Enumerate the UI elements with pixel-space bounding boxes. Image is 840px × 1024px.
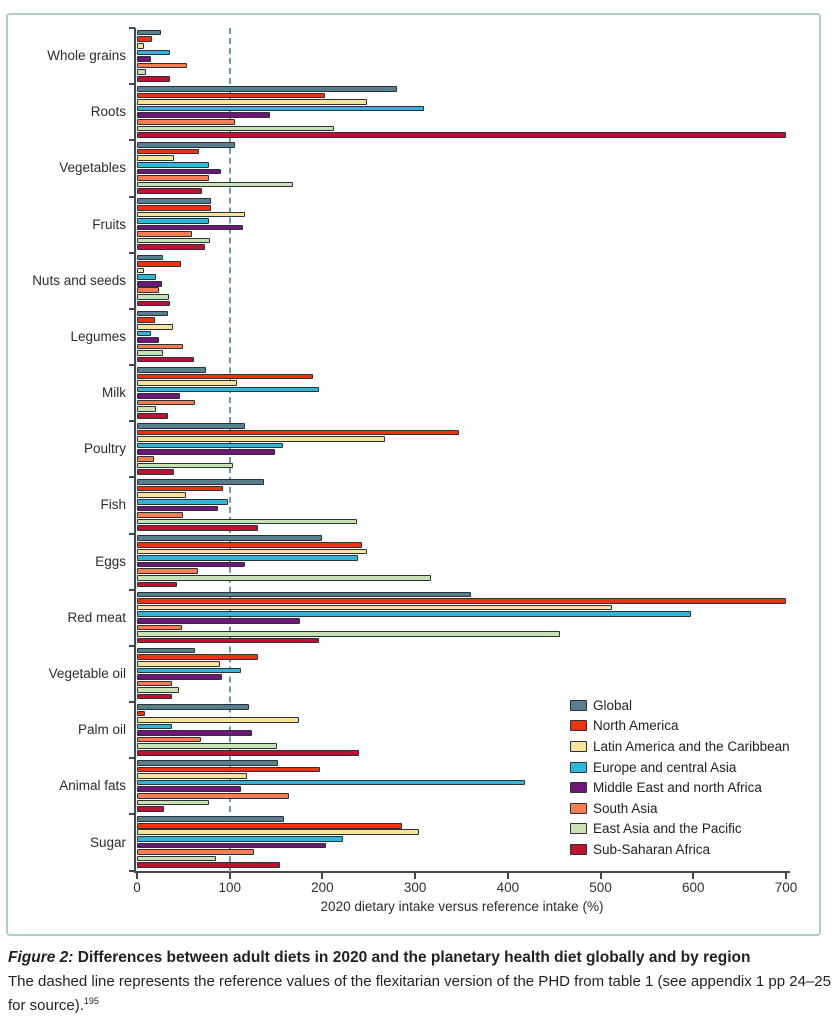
x-axis-tick	[785, 873, 787, 879]
bar-global-legumes	[137, 311, 168, 317]
bar-latin-america-and-the-caribbean-vegetable-oil	[137, 661, 220, 667]
legend-swatch-south-asia	[570, 803, 587, 814]
bar-south-asia-milk	[137, 400, 195, 406]
y-axis-tick	[129, 589, 135, 591]
bar-middle-east-and-north-africa-milk	[137, 393, 180, 399]
legend-swatch-europe-and-central-asia	[570, 762, 587, 773]
bar-europe-and-central-asia-vegetables	[137, 162, 209, 168]
bar-latin-america-and-the-caribbean-animal-fats	[137, 773, 247, 779]
bar-latin-america-and-the-caribbean-roots	[137, 99, 367, 105]
y-axis-line	[134, 28, 136, 873]
legend-label-north-america: North America	[593, 718, 679, 734]
legend-label-south-asia: South Asia	[593, 800, 658, 816]
bar-latin-america-and-the-caribbean-fruits	[137, 212, 245, 218]
bar-north-america-nuts-and-seeds	[137, 261, 181, 267]
bar-global-vegetable-oil	[137, 648, 195, 654]
bar-europe-and-central-asia-milk	[137, 387, 319, 393]
bar-north-america-fish	[137, 486, 223, 492]
bar-global-whole-grains	[137, 30, 161, 36]
legend-label-global: Global	[593, 697, 633, 713]
y-axis-tick	[129, 252, 135, 254]
bar-sub-saharan-africa-vegetable-oil	[137, 694, 172, 700]
figure-caption-body	[8, 970, 832, 1018]
y-axis-tick	[129, 870, 135, 872]
legend-swatch-global	[570, 700, 587, 711]
x-axis-tick-label-600: 600	[682, 880, 705, 895]
bar-north-america-vegetables	[137, 149, 199, 155]
category-label-eggs: Eggs	[95, 553, 126, 569]
bar-latin-america-and-the-caribbean-fish	[137, 492, 186, 498]
bar-global-eggs	[137, 535, 322, 541]
y-axis-tick	[129, 533, 135, 535]
bar-europe-and-central-asia-roots	[137, 106, 424, 112]
bar-sub-saharan-africa-legumes	[137, 357, 194, 363]
figure-caption	[8, 946, 832, 1018]
bar-europe-and-central-asia-palm-oil	[137, 724, 172, 730]
bar-south-asia-palm-oil	[137, 737, 201, 743]
category-label-roots: Roots	[90, 104, 126, 120]
bar-east-asia-and-the-pacific-milk	[137, 406, 156, 412]
bar-europe-and-central-asia-red-meat	[137, 611, 691, 617]
bar-middle-east-and-north-africa-vegetable-oil	[137, 674, 222, 680]
y-axis-tick	[129, 83, 135, 85]
bar-south-asia-eggs	[137, 568, 198, 574]
x-axis-tick-label-700: 700	[774, 880, 798, 895]
x-axis-tick-label-200: 200	[311, 880, 334, 895]
figure-caption-text: Differences between adult diets in 2020 and the planetary health diet globally and by region	[73, 949, 751, 966]
bar-global-roots	[137, 86, 397, 92]
y-axis-tick	[129, 196, 135, 198]
bar-europe-and-central-asia-nuts-and-seeds	[137, 274, 156, 280]
bar-global-milk	[137, 367, 206, 373]
legend-label-sub-saharan-africa: Sub-Saharan Africa	[593, 841, 711, 857]
bar-latin-america-and-the-caribbean-legumes	[137, 324, 173, 330]
bar-sub-saharan-africa-palm-oil	[137, 750, 359, 756]
bar-east-asia-and-the-pacific-eggs	[137, 575, 431, 581]
bar-north-america-red-meat	[137, 598, 786, 604]
bar-middle-east-and-north-africa-red-meat	[137, 618, 300, 624]
bar-europe-and-central-asia-sugar	[137, 836, 343, 842]
bar-north-america-sugar	[137, 823, 402, 829]
bar-east-asia-and-the-pacific-poultry	[137, 463, 233, 469]
legend-label-middle-east-and-north-africa: Middle East and north Africa	[593, 780, 762, 796]
bar-latin-america-and-the-caribbean-nuts-and-seeds	[137, 268, 144, 274]
x-axis-tick-label-500: 500	[589, 880, 612, 895]
bar-europe-and-central-asia-vegetable-oil	[137, 668, 241, 674]
x-axis-tick	[414, 873, 416, 879]
bar-global-fruits	[137, 198, 211, 204]
y-axis-tick	[129, 645, 135, 647]
bar-global-nuts-and-seeds	[137, 255, 163, 261]
bar-north-america-whole-grains	[137, 36, 152, 42]
x-axis-title: 2020 dietary intake versus reference intake (%)	[320, 899, 604, 914]
bar-south-asia-fish	[137, 512, 183, 518]
bar-global-red-meat	[137, 592, 471, 598]
bar-south-asia-fruits	[137, 231, 192, 237]
legend-item-north-america	[570, 716, 790, 737]
legend-label-europe-and-central-asia: Europe and central Asia	[593, 759, 737, 775]
y-axis-tick	[129, 813, 135, 815]
x-axis-tick	[321, 873, 323, 879]
bar-latin-america-and-the-caribbean-milk	[137, 380, 237, 386]
legend-item-latin-america-and-the-caribbean	[570, 736, 790, 757]
bar-east-asia-and-the-pacific-legumes	[137, 350, 163, 356]
bar-sub-saharan-africa-eggs	[137, 582, 177, 588]
bar-global-poultry	[137, 423, 245, 429]
bar-north-america-fruits	[137, 205, 211, 211]
bar-sub-saharan-africa-fruits	[137, 244, 205, 250]
bar-south-asia-legumes	[137, 344, 183, 350]
y-axis-tick	[129, 364, 135, 366]
x-axis-tick	[229, 873, 231, 879]
legend-swatch-north-america	[570, 720, 587, 731]
bar-south-asia-sugar	[137, 849, 254, 855]
bar-south-asia-vegetable-oil	[137, 681, 172, 687]
bar-east-asia-and-the-pacific-fish	[137, 519, 357, 525]
bar-sub-saharan-africa-nuts-and-seeds	[137, 301, 170, 307]
bar-global-sugar	[137, 816, 284, 822]
bar-north-america-legumes	[137, 317, 155, 323]
bar-east-asia-and-the-pacific-roots	[137, 126, 334, 132]
bar-south-asia-red-meat	[137, 625, 182, 631]
bar-east-asia-and-the-pacific-vegetable-oil	[137, 687, 179, 693]
bar-sub-saharan-africa-animal-fats	[137, 806, 164, 812]
x-axis-tick	[600, 873, 602, 879]
bar-global-vegetables	[137, 142, 235, 148]
y-axis-tick	[129, 27, 135, 29]
bar-sub-saharan-africa-sugar	[137, 862, 280, 868]
legend-item-sub-saharan-africa	[570, 839, 790, 860]
bar-latin-america-and-the-caribbean-vegetables	[137, 155, 174, 161]
bar-latin-america-and-the-caribbean-poultry	[137, 436, 385, 442]
bar-middle-east-and-north-africa-poultry	[137, 449, 275, 455]
legend	[570, 695, 790, 860]
x-axis-tick-label-300: 300	[403, 880, 427, 895]
bar-europe-and-central-asia-legumes	[137, 331, 151, 337]
bar-latin-america-and-the-caribbean-red-meat	[137, 605, 612, 611]
bar-latin-america-and-the-caribbean-sugar	[137, 829, 419, 835]
bar-europe-and-central-asia-whole-grains	[137, 50, 170, 56]
legend-item-europe-and-central-asia	[570, 757, 790, 778]
figure-caption-title	[8, 946, 832, 970]
bar-east-asia-and-the-pacific-nuts-and-seeds	[137, 294, 169, 300]
bar-global-animal-fats	[137, 760, 278, 766]
figure-caption-number: Figure 2:	[8, 949, 74, 966]
bar-sub-saharan-africa-whole-grains	[137, 76, 170, 82]
bar-north-america-palm-oil	[137, 711, 145, 717]
bar-europe-and-central-asia-eggs	[137, 555, 358, 561]
bar-global-palm-oil	[137, 704, 249, 710]
legend-swatch-middle-east-and-north-africa	[570, 782, 587, 793]
category-label-palm-oil: Palm oil	[77, 722, 126, 738]
y-axis-tick	[129, 701, 135, 703]
bar-middle-east-and-north-africa-legumes	[137, 337, 159, 343]
bar-sub-saharan-africa-fish	[137, 525, 258, 531]
bar-south-asia-nuts-and-seeds	[137, 287, 159, 293]
y-axis-tick	[129, 308, 135, 310]
bar-middle-east-and-north-africa-vegetables	[137, 169, 221, 175]
bar-north-america-vegetable-oil	[137, 654, 258, 660]
bar-south-asia-poultry	[137, 456, 154, 462]
y-axis-tick	[129, 139, 135, 141]
category-label-animal-fats: Animal fats	[59, 778, 126, 794]
category-label-sugar: Sugar	[89, 834, 126, 850]
bar-middle-east-and-north-africa-fruits	[137, 225, 243, 231]
bar-europe-and-central-asia-poultry	[137, 443, 283, 449]
category-label-legumes: Legumes	[70, 328, 126, 344]
figure-caption-note: The dashed line represents the reference values of the flexitarian version of the PHD from table 1 (see appendix 1 pp 24–25 for source).	[8, 973, 831, 1014]
category-label-milk: Milk	[102, 385, 126, 401]
bar-sub-saharan-africa-red-meat	[137, 638, 319, 644]
bar-middle-east-and-north-africa-whole-grains	[137, 56, 151, 62]
bar-north-america-milk	[137, 374, 313, 380]
bar-latin-america-and-the-caribbean-whole-grains	[137, 43, 144, 49]
legend-item-east-asia-and-the-pacific	[570, 819, 790, 840]
x-axis-tick-label-0: 0	[133, 880, 141, 895]
bar-north-america-eggs	[137, 542, 362, 548]
bar-middle-east-and-north-africa-fish	[137, 506, 218, 512]
bar-sub-saharan-africa-roots	[137, 132, 786, 138]
bar-south-asia-vegetables	[137, 175, 209, 181]
bar-east-asia-and-the-pacific-whole-grains	[137, 69, 146, 75]
y-axis-tick	[129, 476, 135, 478]
bar-east-asia-and-the-pacific-red-meat	[137, 631, 560, 637]
bar-europe-and-central-asia-fruits	[137, 218, 209, 224]
x-axis-tick-label-100: 100	[218, 880, 241, 895]
figure-caption-reference-number: 195	[83, 996, 99, 1006]
category-label-nuts-and-seeds: Nuts and seeds	[32, 272, 126, 288]
x-axis-tick-label-400: 400	[496, 880, 520, 895]
legend-label-latin-america-and-the-caribbean: Latin America and the Caribbean	[593, 738, 790, 754]
bar-north-america-poultry	[137, 430, 459, 436]
category-label-whole-grains: Whole grains	[47, 48, 126, 64]
bar-east-asia-and-the-pacific-fruits	[137, 238, 210, 244]
category-label-fish: Fish	[100, 497, 126, 513]
legend-swatch-east-asia-and-the-pacific	[570, 823, 587, 834]
bar-middle-east-and-north-africa-palm-oil	[137, 730, 252, 736]
category-label-vegetable-oil: Vegetable oil	[48, 665, 126, 681]
y-axis-tick	[129, 420, 135, 422]
bar-middle-east-and-north-africa-roots	[137, 112, 270, 118]
bar-south-asia-roots	[137, 119, 235, 125]
bar-middle-east-and-north-africa-sugar	[137, 843, 326, 849]
legend-item-global	[570, 695, 790, 716]
bar-sub-saharan-africa-vegetables	[137, 188, 202, 194]
category-label-red-meat: Red meat	[67, 609, 126, 625]
bar-north-america-roots	[137, 93, 325, 99]
bar-sub-saharan-africa-poultry	[137, 469, 174, 475]
y-axis-tick	[129, 757, 135, 759]
bar-east-asia-and-the-pacific-animal-fats	[137, 800, 209, 806]
bar-sub-saharan-africa-milk	[137, 413, 168, 419]
x-axis-tick	[507, 873, 509, 879]
x-axis-tick	[136, 873, 138, 879]
bar-south-asia-whole-grains	[137, 63, 187, 69]
bar-global-fish	[137, 479, 264, 485]
category-label-fruits: Fruits	[92, 216, 126, 232]
bar-east-asia-and-the-pacific-vegetables	[137, 182, 293, 188]
bar-south-asia-animal-fats	[137, 793, 289, 799]
bar-latin-america-and-the-caribbean-palm-oil	[137, 717, 299, 723]
legend-item-south-asia	[570, 798, 790, 819]
legend-swatch-sub-saharan-africa	[570, 844, 587, 855]
bar-east-asia-and-the-pacific-sugar	[137, 856, 216, 862]
category-label-poultry: Poultry	[83, 441, 126, 457]
bar-north-america-animal-fats	[137, 767, 320, 773]
bar-latin-america-and-the-caribbean-eggs	[137, 549, 367, 555]
legend-swatch-latin-america-and-the-caribbean	[570, 741, 587, 752]
x-axis-tick	[692, 873, 694, 879]
legend-label-east-asia-and-the-pacific: East Asia and the Pacific	[593, 821, 742, 837]
bar-middle-east-and-north-africa-nuts-and-seeds	[137, 281, 162, 287]
bar-europe-and-central-asia-animal-fats	[137, 780, 525, 786]
bar-east-asia-and-the-pacific-palm-oil	[137, 743, 277, 749]
category-label-vegetables: Vegetables	[59, 160, 126, 176]
bar-middle-east-and-north-africa-eggs	[137, 562, 245, 568]
bar-europe-and-central-asia-fish	[137, 499, 228, 505]
legend-item-middle-east-and-north-africa	[570, 777, 790, 798]
bar-middle-east-and-north-africa-animal-fats	[137, 786, 241, 792]
